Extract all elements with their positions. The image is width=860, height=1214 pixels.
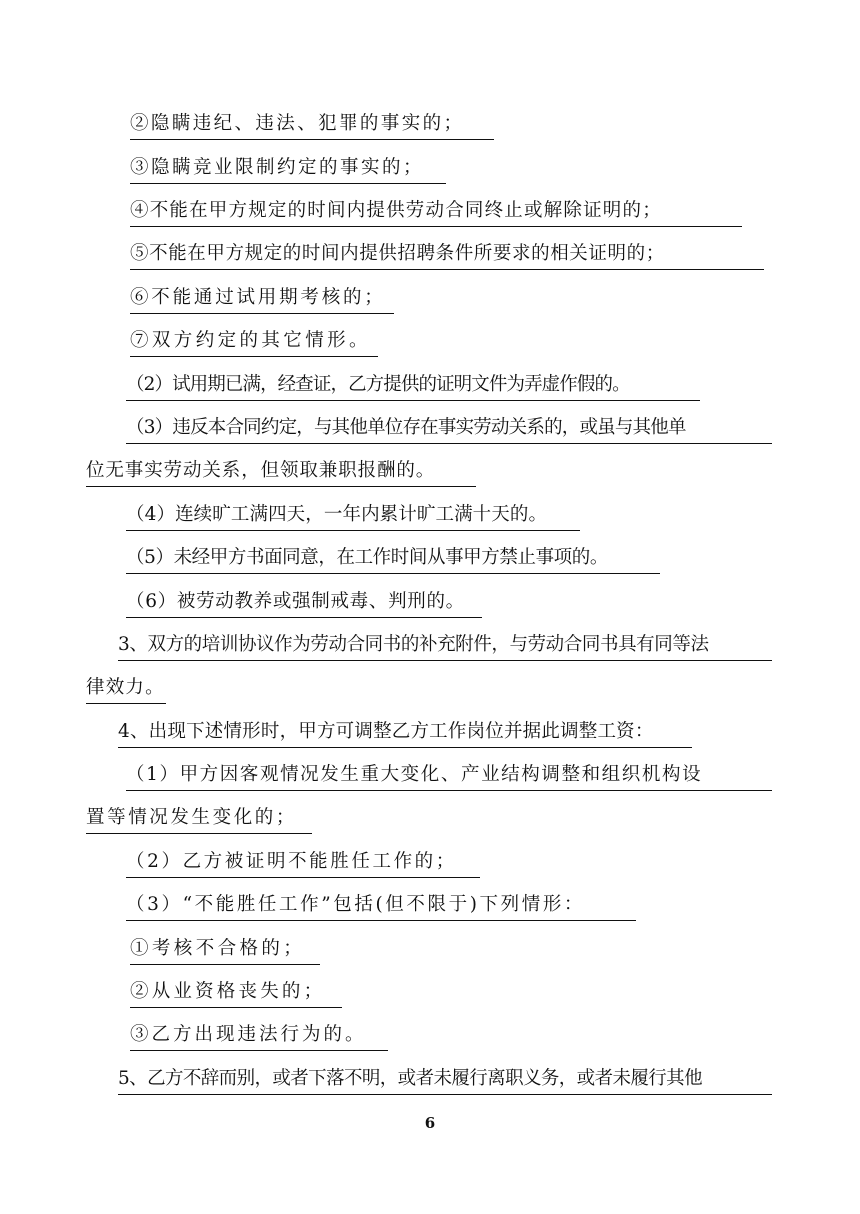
text-line: （3）“不能胜任工作”包括(但不限于)下列情形： xyxy=(126,892,636,921)
text-line: ②从业资格丧失的； xyxy=(130,979,342,1008)
text-line: （2）试用期已满，经查证，乙方提供的证明文件为弄虚作假的。 xyxy=(126,372,700,401)
page-number: 6 xyxy=(424,1114,436,1132)
text-line: 3、双方的培训协议作为劳动合同书的补充附件，与劳动合同书具有同等法 xyxy=(118,632,772,661)
text-line: ④不能在甲方规定的时间内提供劳动合同终止或解除证明的； xyxy=(130,198,742,227)
text-line: ②隐瞒违纪、违法、犯罪的事实的； xyxy=(130,111,494,140)
text-line: ⑦双方约定的其它情形。 xyxy=(130,328,378,357)
text-line: （5）未经甲方书面同意，在工作时间从事甲方禁止事项的。 xyxy=(126,545,660,574)
text-line: 律效力。 xyxy=(86,675,166,704)
text-line: ⑤不能在甲方规定的时间内提供招聘条件所要求的相关证明的； xyxy=(130,241,764,270)
text-line: ①考核不合格的； xyxy=(130,936,320,965)
text-line: ③隐瞒竞业限制约定的事实的； xyxy=(130,155,446,184)
text-line: （2）乙方被证明不能胜任工作的； xyxy=(126,849,480,878)
text-line: 置等情况发生变化的； xyxy=(86,805,312,834)
text-line: （3）违反本合同约定，与其他单位存在事实劳动关系的，或虽与其他单 xyxy=(126,415,772,444)
text-line: （4）连续旷工满四天，一年内累计旷工满十天的。 xyxy=(126,502,580,531)
text-line: 位无事实劳动关系，但领取兼职报酬的。 xyxy=(86,458,476,487)
text-line: （1）甲方因客观情况发生重大变化、产业结构调整和组织机构设 xyxy=(126,762,772,791)
text-line: （6）被劳动教养或强制戒毒、判刑的。 xyxy=(126,589,482,618)
text-line: ⑥不能通过试用期考核的； xyxy=(130,285,394,314)
text-line: ③乙方出现违法行为的。 xyxy=(130,1022,388,1051)
text-line: 4、出现下述情形时，甲方可调整乙方工作岗位并据此调整工资： xyxy=(118,719,692,748)
text-line: 5、乙方不辞而别，或者下落不明，或者未履行离职义务，或者未履行其他 xyxy=(118,1066,772,1095)
